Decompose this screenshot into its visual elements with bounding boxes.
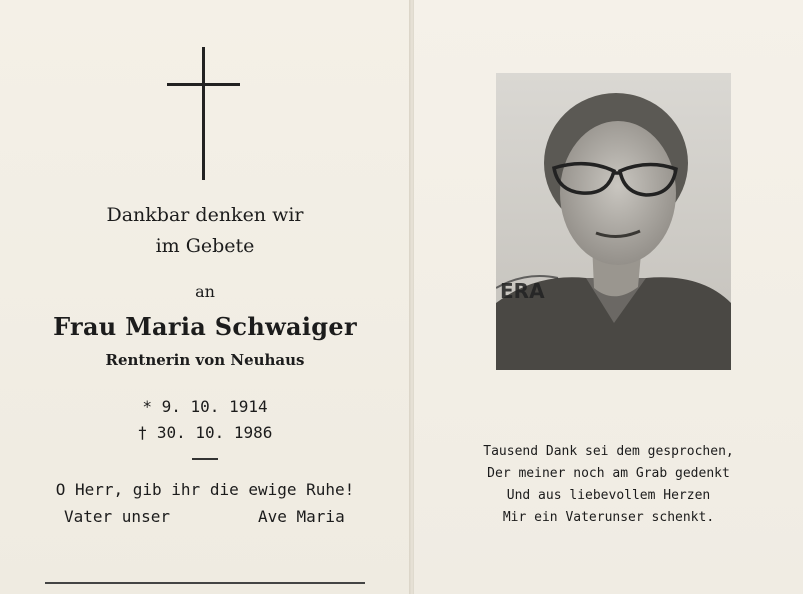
prayer-line: O Herr, gib ihr die ewige Ruhe! [55, 480, 355, 499]
verse-line-4: Mir ein Vaterunser schenkt. [502, 510, 715, 525]
verse-line-1: Tausend Dank sei dem gesprochen, [483, 444, 734, 459]
divider-dash [192, 458, 218, 460]
prayer-vater-unser: Vater unser [64, 507, 170, 526]
stamp-text: ERA [500, 279, 545, 303]
portrait-photo [496, 73, 731, 370]
birth-date: * 9. 10. 1914 [142, 397, 268, 416]
death-date: † 30. 10. 1986 [137, 423, 273, 442]
bottom-rule [45, 582, 365, 584]
prayer-ave-maria: Ave Maria [258, 507, 345, 526]
cross-icon [202, 47, 205, 180]
verse-line-2: Der meiner noch am Grab gedenkt [487, 466, 730, 481]
deceased-name: Frau Maria Schwaiger [53, 312, 357, 341]
dedication-line-2: im Gebete [155, 235, 255, 257]
deceased-subtitle: Rentnerin von Neuhaus [105, 351, 305, 369]
verse-line-3: Und aus liebevollem Herzen [506, 488, 711, 503]
dedication-line-1: Dankbar denken wir [106, 204, 304, 226]
cross-icon-bar [167, 83, 240, 86]
dedication-line-3: an [195, 282, 215, 301]
